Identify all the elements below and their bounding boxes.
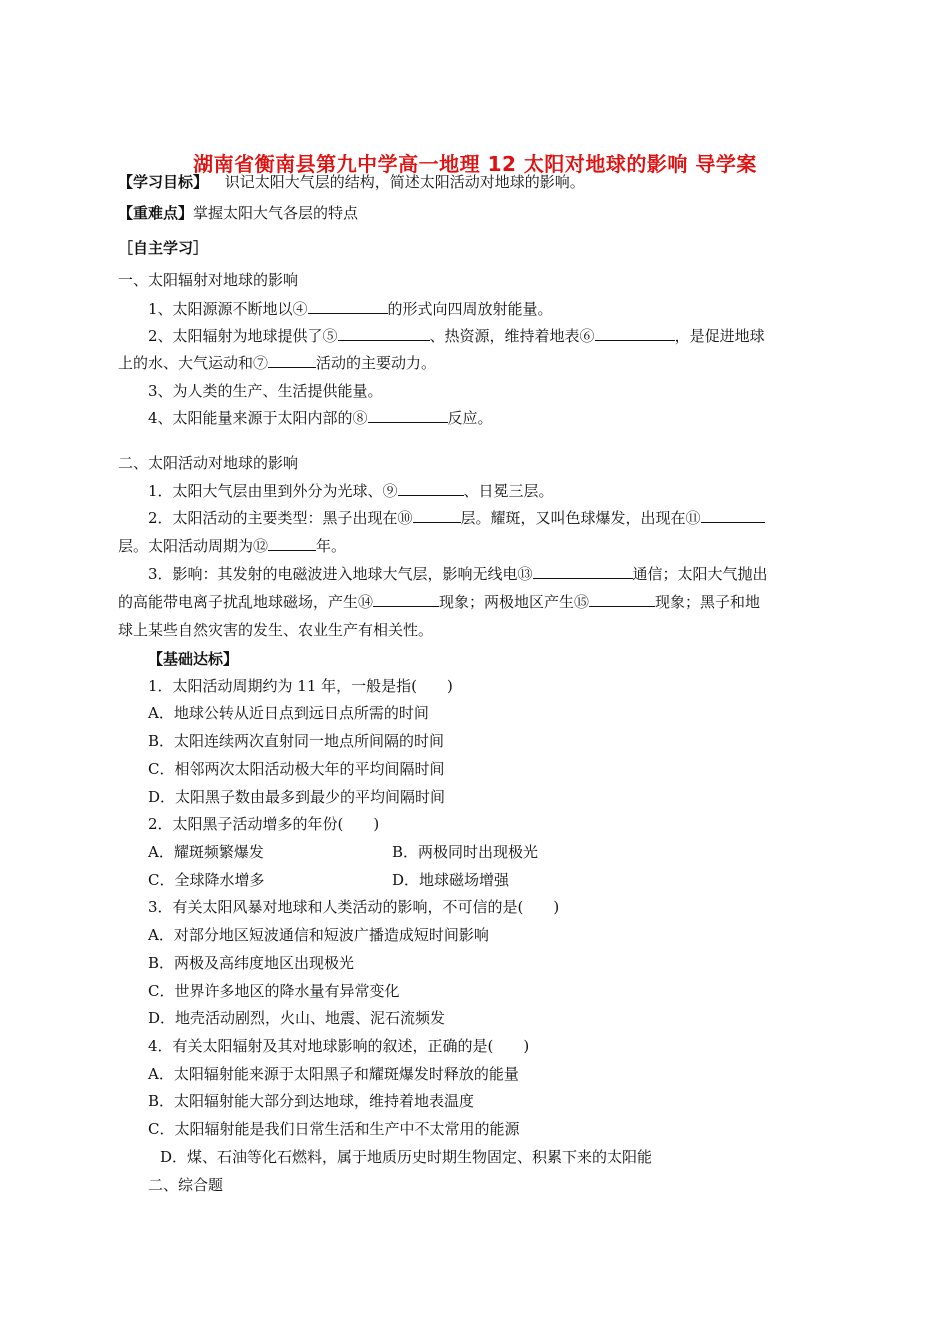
q1-option-d[interactable]: D．太阳黑子数由最多到最少的平均间隔时间	[148, 788, 446, 806]
q2-option-a[interactable]: A．耀斑频繁爆发	[148, 843, 264, 861]
blank-10[interactable]	[413, 508, 461, 523]
s1-line-1	[148, 299, 553, 319]
key-points	[118, 203, 358, 223]
blank-5[interactable]	[338, 326, 430, 341]
learning-goal-text: 识记太阳大气层的结构，简述太阳活动对地球的影响。	[224, 173, 585, 191]
text: ，是促进地球	[674, 327, 765, 345]
text: 年。	[316, 537, 347, 555]
text: 上的水、大气运动和⑦	[118, 354, 269, 372]
basics-heading: 【基础达标】	[148, 650, 239, 668]
q4-option-c[interactable]: C．太阳辐射能是我们日常生活和生产中不太常用的能源	[148, 1120, 520, 1138]
text: 1、太阳源源不断地以④	[148, 300, 308, 318]
q4-stem: 4．有关太阳辐射及其对地球影响的叙述，正确的是( )	[148, 1037, 530, 1055]
learning-goal	[118, 172, 585, 192]
q1-option-c[interactable]: C．相邻两次太阳活动极大年的平均间隔时间	[148, 760, 445, 778]
q4-option-a[interactable]: A．太阳辐射能来源于太阳黑子和耀斑爆发时释放的能量	[148, 1065, 519, 1083]
text: 活动的主要动力。	[316, 354, 437, 372]
blank-15[interactable]	[589, 592, 655, 607]
q2-option-b[interactable]: B．两极同时出现极光	[392, 843, 539, 861]
s2-line-6: 球上某些自然灾害的发生、农业生产有相关性。	[118, 621, 434, 639]
q2-option-d[interactable]: D．地球磁场增强	[392, 871, 510, 889]
text: 3．影响：其发射的电磁波进入地球大气层，影响无线电⑬	[148, 565, 533, 583]
s2-line-3	[118, 536, 346, 556]
text: 2、太阳辐射为地球提供了⑤	[148, 327, 338, 345]
s2-line-1	[148, 481, 554, 501]
s1-line-5	[148, 408, 493, 428]
comprehensive-heading: 二、综合题	[148, 1176, 224, 1194]
q4-option-b[interactable]: B．太阳辐射能大部分到达地球，维持着地表温度	[148, 1092, 475, 1110]
text: 的形式向四周放射能量。	[387, 300, 553, 318]
blank-14[interactable]	[373, 592, 439, 607]
q2-option-c[interactable]: C．全球降水增多	[148, 871, 265, 889]
s1-line-2	[148, 326, 765, 346]
blank-12[interactable]	[268, 536, 316, 551]
text: 现象；两极地区产生⑮	[439, 593, 590, 611]
learning-goal-label: 【学习目标】	[118, 173, 209, 191]
blank-9[interactable]	[398, 481, 464, 496]
q3-option-b[interactable]: B．两极及高纬度地区出现极光	[148, 954, 355, 972]
page-title: 湖南省衡南县第九中学高一地理 12 太阳对地球的影响 导学案	[193, 152, 757, 176]
text: 的高能带电离子扰乱地球磁场，产生⑭	[118, 593, 374, 611]
text: 层。耀斑，又叫色球爆发，出现在⑪	[460, 509, 701, 527]
text: 、热资源，维持着地表⑥	[429, 327, 595, 345]
text: 2．太阳活动的主要类型：黑子出现在⑩	[148, 509, 413, 527]
blank-7[interactable]	[268, 353, 316, 368]
blank-11[interactable]	[701, 508, 765, 523]
text: 4、太阳能量来源于太阳内部的⑧	[148, 409, 368, 427]
s2-line-2	[148, 508, 765, 528]
q3-stem: 3．有关太阳风暴对地球和人类活动的影响，不可信的是( )	[148, 898, 560, 916]
q3-option-d[interactable]: D．地壳活动剧烈，火山、地震、泥石流频发	[148, 1009, 446, 1027]
blank-4[interactable]	[308, 299, 388, 314]
s1-line-3	[118, 353, 436, 373]
text: 层。太阳活动周期为⑫	[118, 537, 269, 555]
text: 、日冕三层。	[463, 482, 554, 500]
q3-option-a[interactable]: A．对部分地区短波通信和短波广播造成短时间影响	[148, 926, 489, 944]
s2-line-5	[118, 592, 760, 612]
q4-option-d[interactable]: D．煤、石油等化石燃料，属于地质历史时期生物固定、积累下来的太阳能	[160, 1148, 653, 1166]
blank-6[interactable]	[595, 326, 675, 341]
blank-13[interactable]	[533, 564, 633, 579]
text: 现象；黑子和地	[655, 593, 761, 611]
s2-line-4	[148, 564, 768, 584]
self-study-heading: ［自主学习］	[118, 239, 209, 257]
q1-stem: 1．太阳活动周期约为 11 年，一般是指( )	[148, 677, 453, 695]
key-points-text: 掌握太阳大气各层的特点	[193, 204, 359, 222]
section-2-heading: 二、太阳活动对地球的影响	[118, 454, 299, 472]
text: 反应。	[447, 409, 493, 427]
q3-option-c[interactable]: C．世界许多地区的降水量有异常变化	[148, 982, 400, 1000]
text: 1．太阳大气层由里到外分为光球、⑨	[148, 482, 398, 500]
q1-option-a[interactable]: A．地球公转从近日点到远日点所需的时间	[148, 704, 429, 722]
blank-8[interactable]	[368, 408, 448, 423]
key-points-label: 【重难点】	[118, 204, 194, 222]
q1-option-b[interactable]: B．太阳连续两次直射同一地点所间隔的时间	[148, 732, 445, 750]
text: 通信；太阳大气抛出	[632, 565, 768, 583]
section-1-heading: 一、太阳辐射对地球的影响	[118, 271, 299, 289]
q2-stem: 2．太阳黑子活动增多的年份( )	[148, 815, 380, 833]
s1-line-4: 3、为人类的生产、生活提供能量。	[148, 382, 383, 400]
